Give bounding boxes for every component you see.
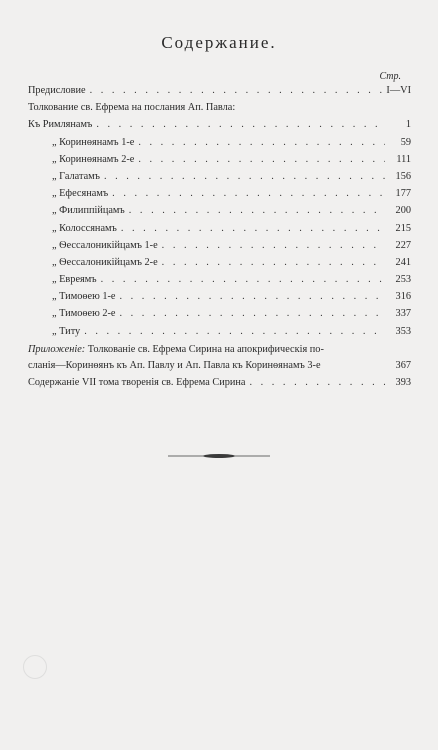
appendix-line-2 [28,358,411,374]
divider-ornament [168,453,270,459]
leader-dots [84,323,385,340]
toc-entry [28,254,411,271]
toc-entry [28,134,411,151]
toc-entry-page: 253 [395,274,411,286]
contents-entry [28,374,411,391]
leader-dots [249,374,385,391]
toc-entry-page: 353 [395,325,411,337]
appendix-line-1 [28,342,411,358]
appendix-page: 367 [395,359,411,371]
toc-entry-label: „ Филиппійцамъ [52,205,125,217]
toc-entry-label: Предисловие [28,85,86,96]
toc-entry-label: Толкование св. Ефрема на послания Ап. Павла: [28,102,236,114]
toc-entry-page: 215 [395,222,411,234]
toc-entry-label: „ Коринѳянамъ 1-е [52,136,135,148]
leader-dots [129,202,385,219]
toc-entry-page: 111 [396,153,411,165]
toc-entry-page: 200 [395,205,411,217]
toc-entry [28,323,411,340]
leader-dots [120,305,386,322]
toc-entry-page: 337 [395,308,411,320]
toc-entry [28,202,411,219]
appendix-prefix: Приложеніе: [28,343,86,355]
appendix-text-2: сланія—Коринѳянъ къ Ап. Павлу и Ап. Павла къ Коринѳянамъ 3-е [28,359,321,371]
toc-entry-page: 59 [400,136,411,148]
table-of-contents [28,82,411,391]
leader-dots [90,82,383,99]
toc-entry [28,151,411,168]
toc-entry-page: 177 [395,188,411,200]
toc-entry-label: „ Колоссянамъ [52,222,117,234]
toc-entry-label: „ Ѳессалоникійцамъ 1-е [52,239,158,251]
toc-entry-label: „ Ѳессалоникійцамъ 2-е [52,256,158,268]
toc-entry-label: „ Титу [52,325,81,337]
leader-dots [162,254,385,271]
appendix-entry [28,342,411,374]
toc-entry-page: 316 [395,291,411,303]
toc-entry-page: I—VI [386,85,411,96]
toc-entry [28,237,411,254]
toc-entry-page: 227 [395,239,411,251]
toc-entry-page: 1 [405,119,411,131]
toc-entry [28,82,411,99]
toc-entry [28,99,411,116]
toc-entry-page: 241 [395,256,411,268]
toc-entry-label: „ Ефесянамъ [52,188,109,200]
leader-dots [121,220,385,237]
leader-dots [138,151,385,168]
toc-entry-label: „ Тимоѳею 1-е [52,291,116,303]
contents-entry-page: 393 [395,376,411,388]
page-title: Содержание. [161,33,277,52]
toc-entry-page: 156 [395,170,411,182]
contents-entry-label: Содержаніе VII тома творенія св. Ефрема Сирина [28,376,246,388]
toc-entry-label: „ Тимоѳею 2-е [52,308,116,320]
appendix-text-1: Толкованіе св. Ефрема Сирина на апокрифическія по- [85,343,324,355]
toc-entry [28,220,411,237]
toc-entry [28,168,411,185]
toc-entry-label: „ Коринѳянамъ 2-е [52,153,135,165]
library-stamp [23,655,47,679]
pages-column-header: Стр. [379,71,401,82]
toc-entry [28,271,411,288]
leader-dots [104,168,385,185]
toc-entry-label: „ Евреямъ [52,274,97,286]
leader-dots [96,116,385,133]
leader-dots [138,134,385,151]
toc-entry [28,116,411,133]
toc-entry-label: „ Галатамъ [52,170,100,182]
toc-entry [28,305,411,322]
toc-entry-label: Къ Римлянамъ [28,119,93,131]
toc-entry [28,288,411,305]
leader-dots [162,237,385,254]
leader-dots [112,185,385,202]
toc-entries [28,82,411,340]
leader-dots [101,271,385,288]
leader-dots [120,288,386,305]
toc-entry [28,185,411,202]
